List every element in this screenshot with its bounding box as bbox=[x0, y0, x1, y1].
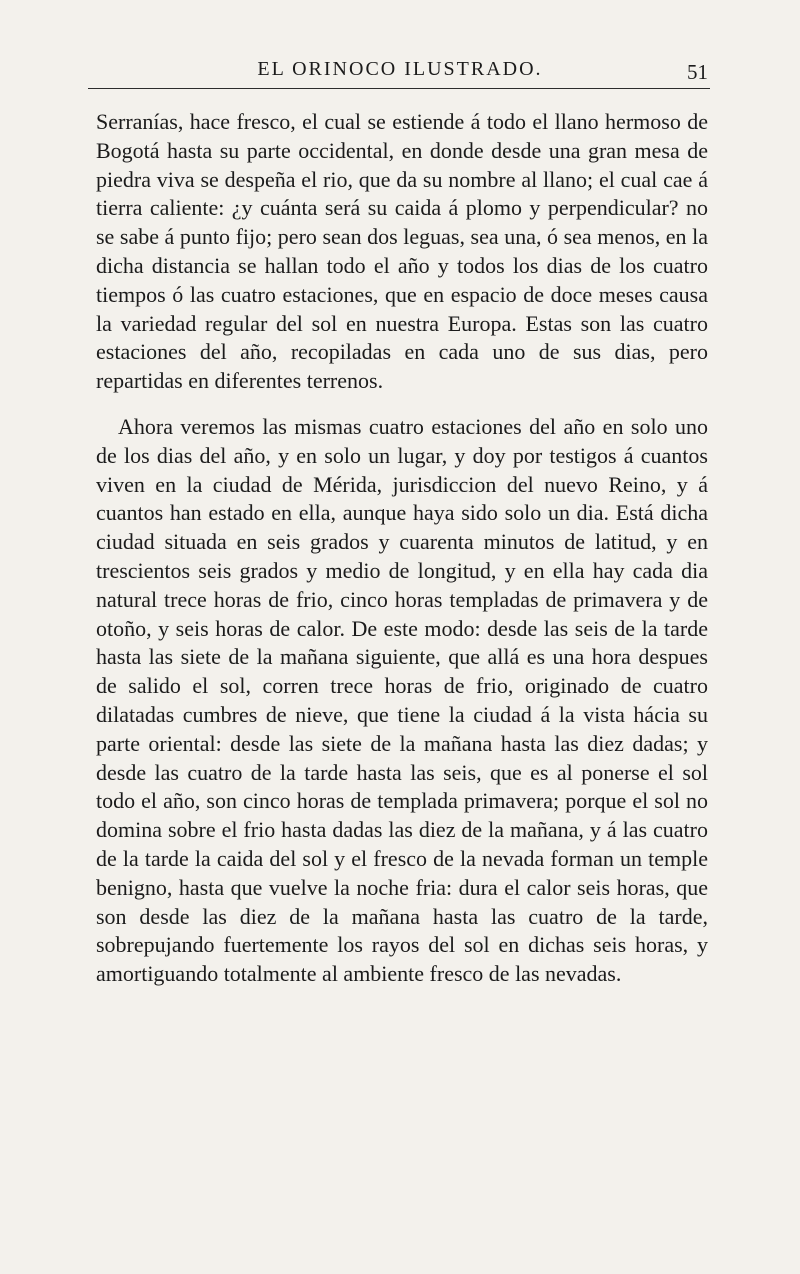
running-title: EL ORINOCO ILUSTRADO. bbox=[257, 58, 543, 80]
page-number: 51 bbox=[687, 60, 708, 84]
header-rule bbox=[88, 88, 710, 89]
body-text bbox=[96, 108, 708, 989]
running-head bbox=[0, 58, 800, 88]
paragraph-2: Ahora veremos las mismas cuatro estaciones del año en solo uno de los dias del año, y en solo un lugar, y doy por testigos á cuantos viven en la ciudad de Mérida, jurisdiccion del nuevo Reino, y á cuantos han estado en ella, aunque haya sido solo un dia. Está dicha ciudad situada en seis grados y cuarenta minutos de latitud, y en trescientos seis grados y medio de longitud, y en ella hay cada dia natural trece horas de frio, cinco horas templadas de primavera y de otoño, y seis horas de calor. De este modo: desde las seis de la tarde hasta las siete de la mañana siguiente, que allá es una hora despues de salido el sol, corren trece horas de frio, originado de cuatro dilatadas cumbres de nieve, que tiene la ciudad á la vista hácia su parte oriental: desde las siete de la mañana hasta las diez dadas; y desde las cuatro de la tarde hasta las seis, que es al ponerse el sol todo el año, son cinco horas de templada primavera; porque el sol no domina sobre el frio hasta dadas las diez de la mañana, y á las cuatro de la tarde la caida del sol y el fresco de la nevada forman un temple benigno, hasta que vuelve la noche fria: dura el calor seis horas, que son desde las diez de la mañana hasta las cuatro de la tarde, sobrepujando fuertemente los rayos del sol en dichas seis horas, y amortiguando totalmente al ambiente fresco de las nevadas. bbox=[96, 413, 708, 987]
paragraph-1: Serranías, hace fresco, el cual se estiende á todo el llano hermoso de Bogotá hasta su parte occidental, en donde desde una gran mesa de piedra viva se despeña el rio, que da su nombre al llano; el cual cae á tierra caliente: ¿y cuánta será su caida á plomo y perpendicular? no se sabe á punto fijo; pero sean dos leguas, sea una, ó sea menos, en la dicha distancia se hallan todo el año y todos los dias de los cuatro tiempos ó las cuatro estaciones, que en espacio de doce meses causa la variedad regular del sol en nuestra Europa. Estas son las cuatro estaciones del año, recopiladas en cada uno de sus dias, pero repartidas en diferentes terrenos. bbox=[96, 109, 708, 394]
